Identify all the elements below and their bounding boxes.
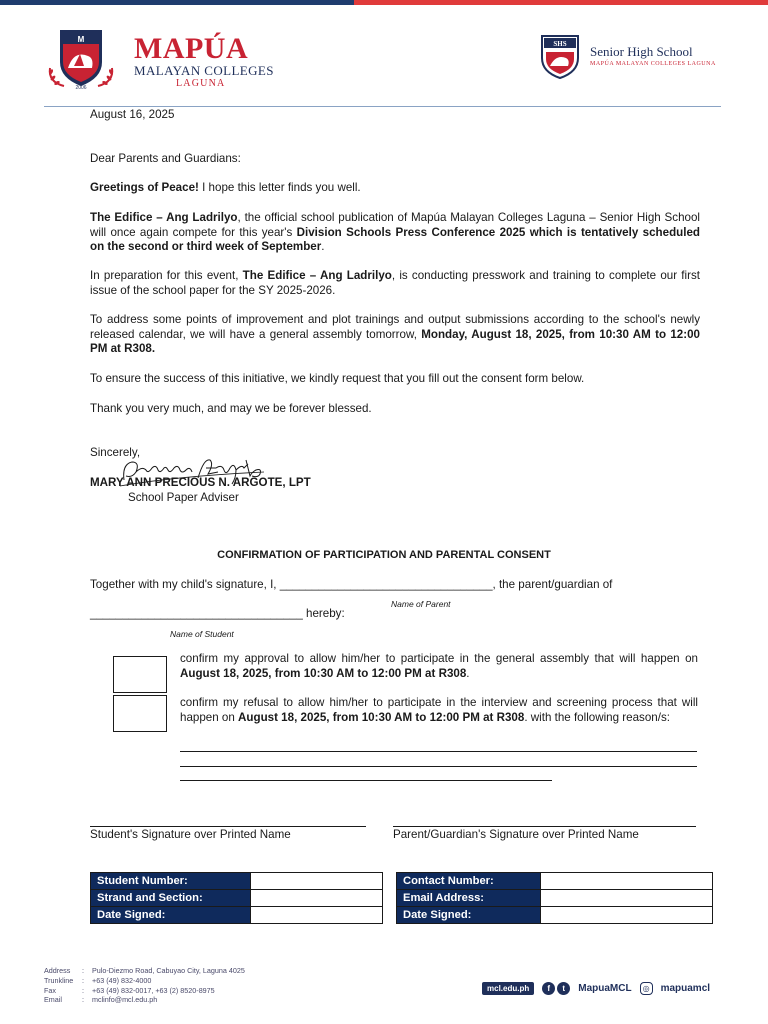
letter-paragraph-3: To address some points of improvement and plot trainings and output submissions according to the school's newly released calendar, we will have a general assembly tomorrow, Monday, August 18, 2025, from 10:30 AM to 12:00 PM at R308. (90, 313, 700, 356)
top-bar-navy (0, 0, 354, 5)
instagram-icon[interactable]: ◎ (640, 982, 653, 995)
parent-signature-line[interactable] (393, 826, 696, 827)
mapua-logo (44, 28, 276, 90)
contact-number-field[interactable] (541, 873, 713, 890)
signer-name: MARY ANN PRECIOUS N. ARGOTE, LPT (90, 476, 311, 489)
name-of-parent-caption: Name of Parent (391, 599, 451, 609)
footer-contact-info (44, 966, 245, 1005)
student-info-table (90, 872, 383, 924)
table-row (91, 890, 383, 907)
top-bar-red (354, 0, 768, 5)
refusal-option-text: confirm my refusal to allow him/her to participate in the interview and screening process that will happen on August 18, 2025, from 10:30 AM to 12:00 PM at R308. with the following reason/s: (180, 696, 698, 724)
mapua-crest-icon (44, 28, 118, 90)
letter-date: August 16, 2025 (90, 108, 175, 121)
letter-paragraph-4: To ensure the success of this initiative, we kindly request that you fill out the consent form below. (90, 372, 585, 385)
table-row (397, 907, 713, 924)
student-signature-line[interactable] (90, 826, 366, 827)
shs-subtitle: MAPÚA MALAYAN COLLEGES LAGUNA (590, 61, 716, 67)
name-of-student-caption: Name of Student (170, 629, 234, 639)
letter-paragraph-5: Thank you very much, and may we be forever blessed. (90, 402, 372, 415)
student-number-label: Student Number: (91, 873, 251, 890)
letter-salutation: Dear Parents and Guardians: (90, 152, 241, 165)
student-number-field[interactable] (251, 873, 383, 890)
parent-date-signed-label: Date Signed: (397, 907, 541, 924)
footer-fax-row: Fax : +63 (49) 832-0017, +63 (2) 8520-8975 (44, 985, 215, 995)
strand-section-label: Strand and Section: (91, 890, 251, 907)
student-name-field[interactable]: _________________________________ (90, 607, 303, 620)
letter-paragraph-1: The Edifice – Ang Ladrilyo, the official school publication of Mapúa Malayan Colleges Laguna – Senior High School will once again compete for this year's Division Schools Press Conference 2025 which is tentatively scheduled on the second or third week of September. (90, 211, 700, 254)
svg-text:2006: 2006 (75, 85, 87, 90)
shs-logo (536, 34, 726, 80)
student-date-signed-field[interactable] (251, 907, 383, 924)
letter-closing: Sincerely, (90, 446, 141, 459)
website-link[interactable]: mcl.edu.ph (482, 982, 534, 995)
shs-shield-icon (540, 34, 580, 80)
reason-line-2[interactable] (180, 766, 697, 767)
header-divider (44, 106, 721, 107)
brand-subtitle: MALAYAN COLLEGES (134, 63, 274, 78)
contact-number-label: Contact Number: (397, 873, 541, 890)
table-row (91, 907, 383, 924)
social-handle-1[interactable]: MapuaMCL (578, 982, 632, 994)
svg-text:M: M (77, 35, 85, 44)
shs-title: Senior High School (590, 44, 693, 59)
twitter-icon[interactable]: t (557, 982, 570, 995)
top-color-bar (0, 0, 768, 5)
email-address-field[interactable] (541, 890, 713, 907)
approval-option-text: confirm my approval to allow him/her to participate in the general assembly that will happen on August 18, 2025, from 10:30 AM to 12:00 PM at R308. (180, 652, 698, 680)
email-address-label: Email Address: (397, 890, 541, 907)
consent-title: CONFIRMATION OF PARTICIPATION AND PARENTAL CONSENT (217, 549, 551, 561)
parent-info-table (396, 872, 713, 924)
svg-text:SHS: SHS (553, 40, 567, 48)
signer-title: School Paper Adviser (128, 491, 239, 504)
brand-name: MAPÚA (134, 32, 249, 65)
footer-trunkline-row: Trunkline : +63 (49) 832-4000 (44, 975, 152, 985)
student-signature-label: Student's Signature over Printed Name (90, 828, 291, 841)
footer-social (482, 980, 710, 996)
table-row (397, 890, 713, 907)
footer-email-row: Email : mclinfo@mcl.edu.ph (44, 995, 158, 1005)
social-icons (542, 982, 570, 995)
letter-greeting: Greetings of Peace! I hope this letter finds you well. (90, 181, 361, 194)
consent-line-student: _________________________________ hereby: (90, 607, 345, 620)
strand-section-field[interactable] (251, 890, 383, 907)
parent-name-field[interactable]: _________________________________ (279, 578, 493, 591)
table-row (91, 873, 383, 890)
facebook-icon[interactable]: f (542, 982, 555, 995)
refusal-checkbox[interactable] (113, 695, 167, 732)
social-handle-2[interactable]: mapuamcl (660, 982, 711, 994)
brand-location: LAGUNA (176, 78, 226, 89)
parent-date-signed-field[interactable] (541, 907, 713, 924)
approval-checkbox[interactable] (113, 656, 167, 693)
parent-signature-label: Parent/Guardian's Signature over Printed Name (393, 828, 639, 841)
student-date-signed-label: Date Signed: (91, 907, 251, 924)
reason-line-1[interactable] (180, 751, 697, 752)
footer-address-row: Address : Pulo-Diezmo Road, Cabuyao City, Laguna 4025 (44, 966, 245, 975)
letter-paragraph-2: In preparation for this event, The Edifice – Ang Ladrilyo, is conducting presswork and training to complete our first issue of the school paper for the SY 2025-2026. (90, 269, 700, 297)
table-row (397, 873, 713, 890)
consent-line-parent: Together with my child's signature, I, _________________________________, the parent/guardian of (90, 578, 613, 591)
reason-line-3[interactable] (180, 780, 552, 781)
